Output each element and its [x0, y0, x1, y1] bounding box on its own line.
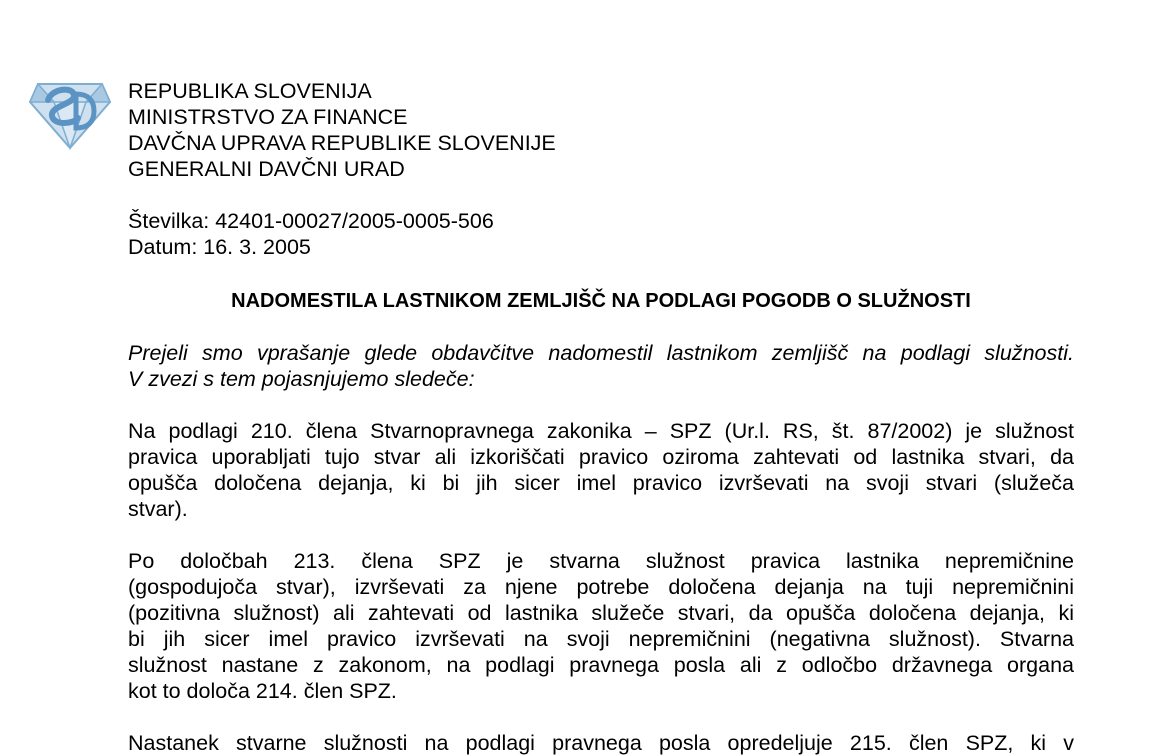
logo — [28, 78, 112, 150]
org-header — [128, 78, 1074, 182]
paragraph-line: služnost nastane z zakonom, na podlagi pravnega posla ali z odločbo državnega organa — [128, 653, 1074, 677]
paragraph-line: opušča določena dejanja, ki bi jih sicer imel pravico izvrševati na svoji stvari (služeča — [128, 471, 1074, 495]
intro-line: Prejeli smo vprašanje glede obdavčitve nadomestil lastnikom zemljišč na podlagi služnosti. — [128, 341, 1074, 365]
intro-paragraph — [128, 340, 1074, 392]
paragraph-2 — [128, 548, 1074, 704]
paragraph-1 — [128, 418, 1074, 522]
org-line: GENERALNI DAVČNI URAD — [128, 157, 405, 181]
intro-line: V zvezi s tem pojasnjujemo sledeče: — [128, 367, 475, 391]
paragraph-line: Po določbah 213. člena SPZ je stvarna služnost pravica lastnika nepremičnine — [128, 549, 1074, 573]
document-date: Datum: 16. 3. 2005 — [128, 235, 311, 259]
document-body — [128, 78, 1074, 756]
paragraph-line: (gospodujoča stvar), izvrševati za njene potrebe določena dejanja na tuji nepremičnini — [128, 575, 1074, 599]
paragraph-line: stvar). — [128, 497, 188, 521]
paragraph-line: Nastanek stvarne služnosti na podlagi pravnega posla opredeljuje 215. člen SPZ, ki v — [128, 731, 1074, 755]
paragraph-line: pravica uporabljati tujo stvar ali izkoriščati pravico oziroma zahtevati od lastnika stvari, da — [128, 445, 1074, 469]
org-line: REPUBLIKA SLOVENIJA — [128, 79, 372, 103]
org-line: MINISTRSTVO ZA FINANCE — [128, 105, 408, 129]
document-number: Številka: 42401-00027/2005-0005-506 — [128, 209, 494, 233]
paragraph-line: kot to določa 214. člen SPZ. — [128, 679, 397, 703]
tax-administration-logo-icon — [28, 78, 112, 150]
paragraph-3 — [128, 730, 1074, 756]
paragraph-line: (pozitivna služnost) ali zahtevati od lastnika služeče stvari, da opušča določena dejanja, ki — [128, 601, 1074, 625]
document-title: NADOMESTILA LASTNIKOM ZEMLJIŠČ NA PODLAGI POGODB O SLUŽNOSTI — [231, 290, 971, 312]
paragraph-line: bi jih sicer imel pravico izvrševati na svoji nepremičnini (negativna služnost). Stvarna — [128, 627, 1074, 651]
document-meta — [128, 208, 1074, 260]
org-line: DAVČNA UPRAVA REPUBLIKE SLOVENIJE — [128, 131, 556, 155]
paragraph-line: Na podlagi 210. člena Stvarnopravnega zakonika – SPZ (Ur.l. RS, št. 87/2002) je služnost — [128, 419, 1074, 443]
